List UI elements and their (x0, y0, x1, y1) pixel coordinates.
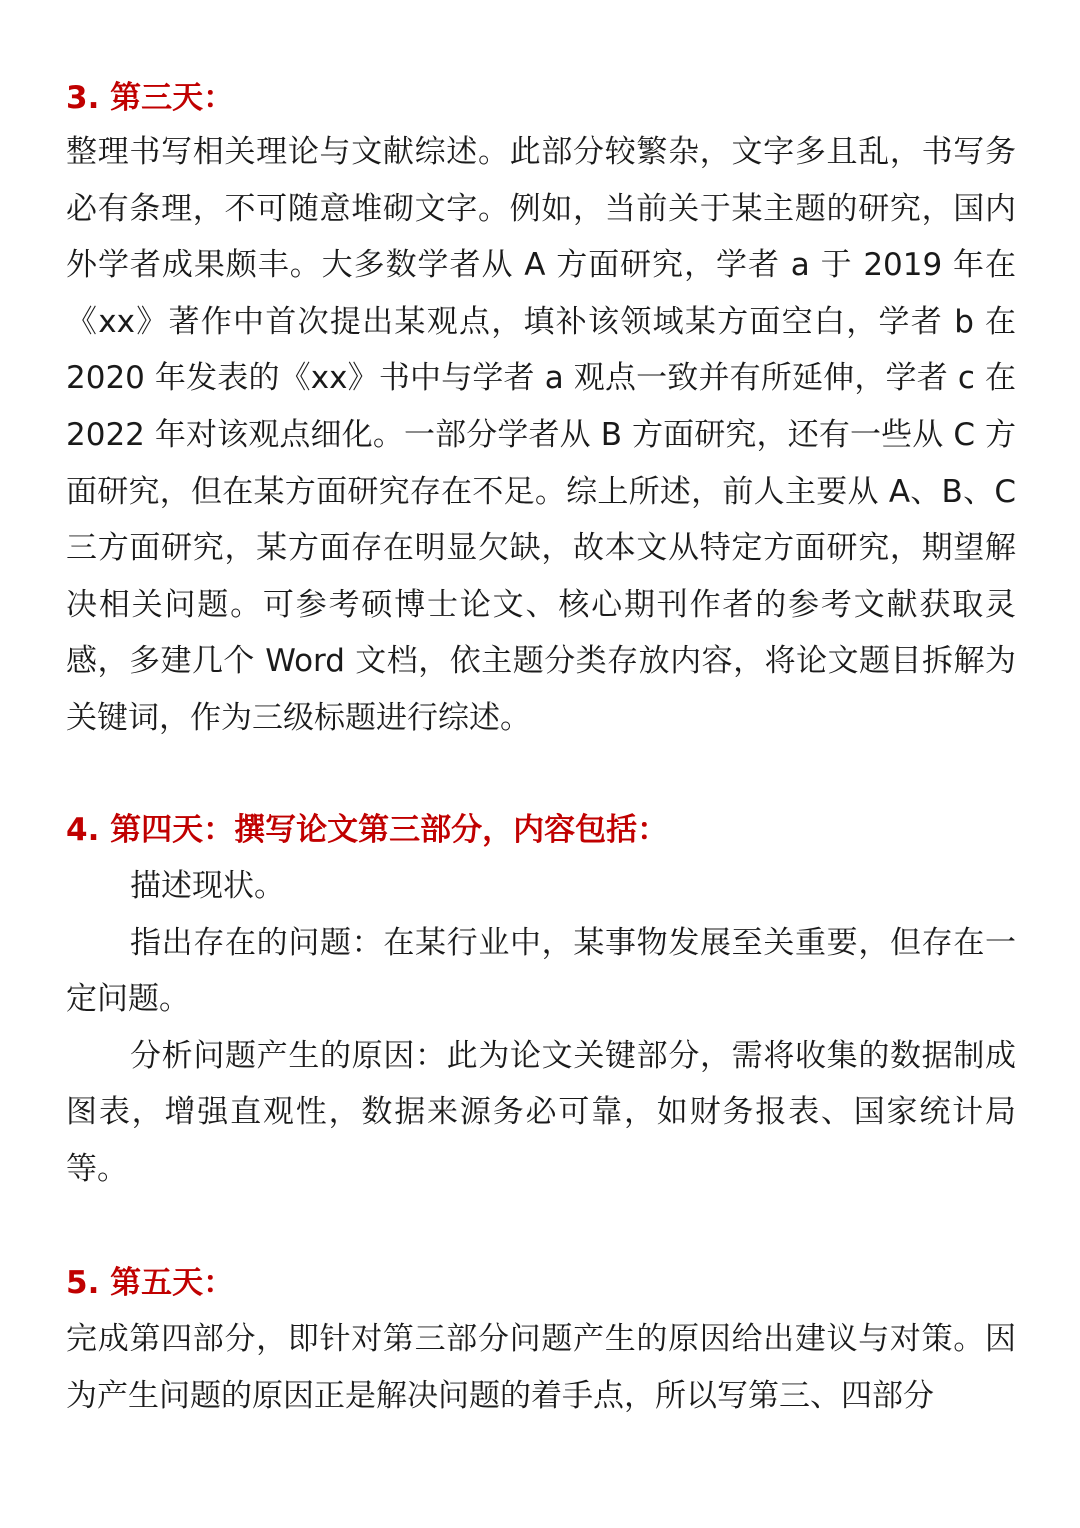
paragraph-describe-status: 描述现状。 (130, 868, 285, 904)
paragraph-literature-review: 整理书写相关理论与文献综述。此部分较繁杂，文字多且乱，书写务必有条理，不可随意堆砌文字。例如，当前关于某主题的研究，国内外学者成果颇丰。大多数学者从 A 方面研究，学者 a 于 2019 年在《xx》著作中首次提出某观点，填补该领域某方面空白，学者 b 在 2020 年发表的《xx》书中与学者 a 观点一致并有所延伸，学者 c 在 2022 年对该观点细化。一部分学者从 B 方面研究，还有一些从 C 方面研究，但在某方面研究存在不足。综上所述，前人主要从 A、B、C 三方面研究，某方面存在明显欠缺，故本文从特定方面研究，期望解决相关问题。可参考硕博士论文、核心期刊作者的参考文献获取灵感，多建几个 Word 文档，依主题分类存放内容，将论文题目拆解为关键词，作为三级标题进行综述。 (66, 134, 1016, 736)
paragraph-analyze-causes: 分析问题产生的原因：此为论文关键部分，需将收集的数据制成图表，增强直观性，数据来源务必可靠，如财务报表、国家统计局等。 (66, 1037, 1016, 1187)
section-body-day-3 (66, 124, 1016, 747)
section-body-day-5 (66, 1311, 1016, 1424)
paragraph-suggestions: 完成第四部分，即针对第三部分问题产生的原因给出建议与对策。因为产生问题的原因正是解决问题的着手点，所以写第三、四部分 (66, 1321, 1016, 1414)
section-heading-day-5: 5. 第五天： (66, 1265, 235, 1301)
section-body-day-4 (66, 858, 1016, 1198)
section-heading-day-4: 4. 第四天：撰写论文第三部分，内容包括： (66, 812, 669, 848)
section-heading-day-3: 3. 第三天： (66, 80, 235, 116)
paragraph-identify-problems: 指出存在的问题：在某行业中，某事物发展至关重要，但存在一定问题。 (66, 924, 1016, 1018)
